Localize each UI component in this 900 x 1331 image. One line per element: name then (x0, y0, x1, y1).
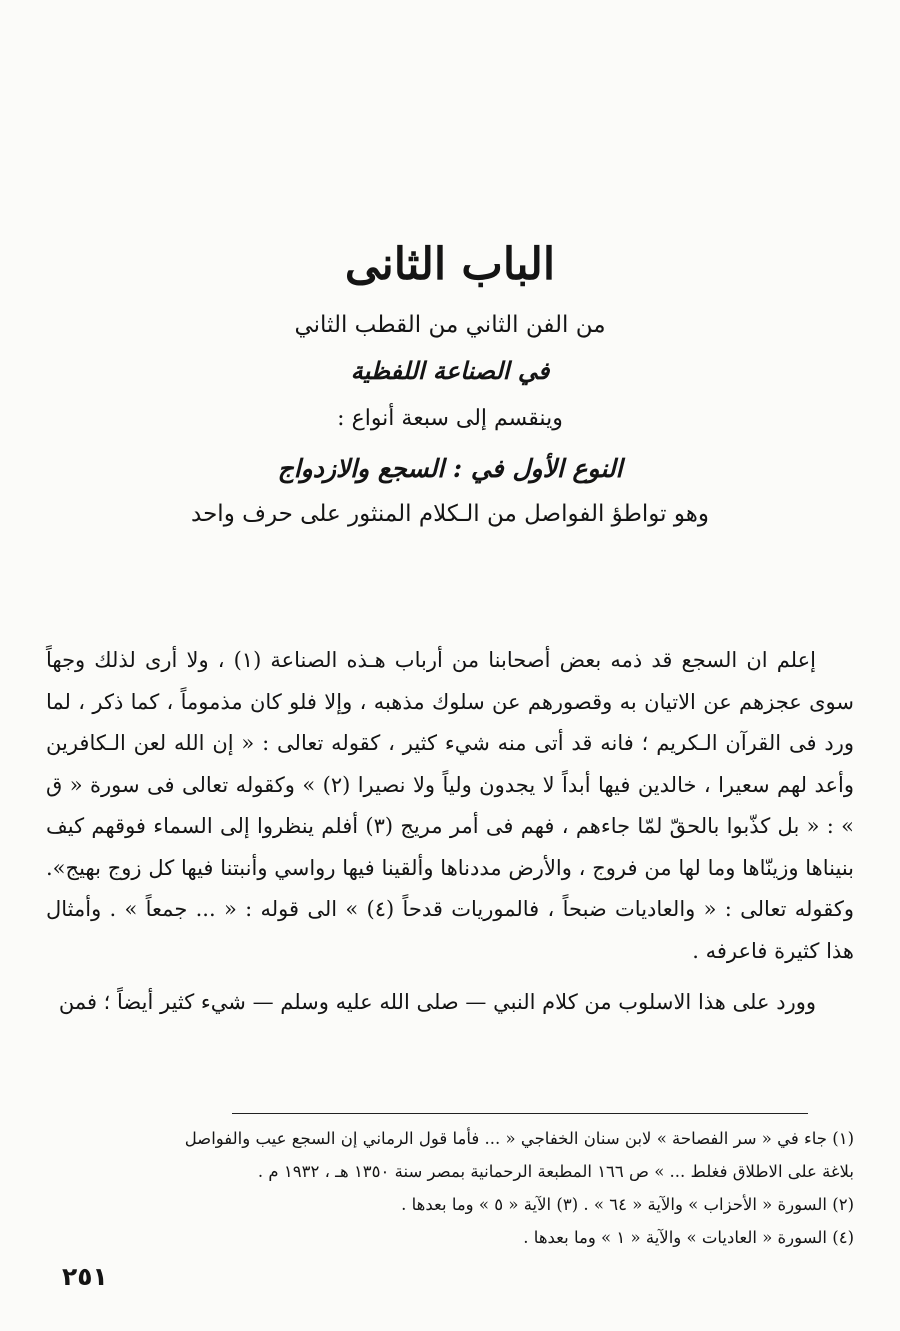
footnote-separator (232, 1113, 808, 1114)
footnote-line: (٢) السورة « الأحزاب » والآية « ٦٤ » . (٣) الآية « ٥ » وما بعدها . (401, 1195, 854, 1214)
type-one-title: النوع الأول في : السجع والازدواج (277, 454, 623, 483)
paragraph-2: وورد على هذا الاسلوب من كلام النبي — صلى الله عليه وسلم — شيء كثير أيضاً ؛ فمن (58, 990, 816, 1014)
divides-into-line: وينقسم إلى سبعة أنواع : (337, 406, 563, 431)
page-number: ٢٥١ (62, 1262, 108, 1291)
heading-block (0, 235, 900, 535)
chapter-subtitle: من الفن الثاني من القطب الثاني (294, 312, 606, 338)
footnotes (46, 1122, 854, 1254)
footnote-line: (٤) السورة « العاديات » والآية « ١ » وما بعدها . (523, 1228, 854, 1247)
paragraph-1: إعلم ان السجع قد ذمه بعض أصحابنا من أرباب هـذه الصناعة (١) ، ولا أرى لذلك وجهاً سوى عجزهم عن الاتيان به وقصورهم عن سلوك مذهبه ، وإلا فلو كان مذموماً ، كما ذكر ، لما ورد فى القرآن الـكريم ؛ فانه قد أتى منه شيء كثير ، كقوله تعالى : « إن الله لعن الـكافرين وأعد لهم سعيرا ، خالدين فيها أبداً لا يجدون ولياً ولا نصيرا (٢) » وكقوله تعالى فى سورة « ق » : « بل كذّبوا بالحقّ لمّا جاءهم ، فهم فى أمر مريج (٣) أفلم ينظروا إلى السماء فوقهم كيف بنيناها وزينّاها وما لها من فروج ، والأرض مددناها وألقينا فيها رواسي وأنبتنا فيها كل زوج بهيج». وكقوله تعالى : « والعاديات ضبحاً ، فالموريات قدحاً (٤) » الى قوله : « ... جمعاً » . وأمثال هذا كثيرة فاعرفه . (46, 648, 854, 963)
footnote-line: (١) جاء في « سر الفصاحة » لابن سنان الخفاجي « ... فأما قول الرماني إن السجع عيب والفواصل (184, 1129, 854, 1148)
type-one-description: وهو تواطؤ الفواصل من الـكلام المنثور على حرف واحد (191, 501, 709, 527)
chapter-title: الباب الثانى (344, 239, 556, 290)
section-title: في الصناعة اللفظية (350, 356, 550, 385)
footnote-line: بلاغة على الاطلاق فغلط ... » ص ١٦٦ المطبعة الرحمانية بمصر سنة ١٣٥٠ هـ ، ١٩٣٢ م . (257, 1162, 854, 1181)
body-text (46, 640, 854, 1024)
